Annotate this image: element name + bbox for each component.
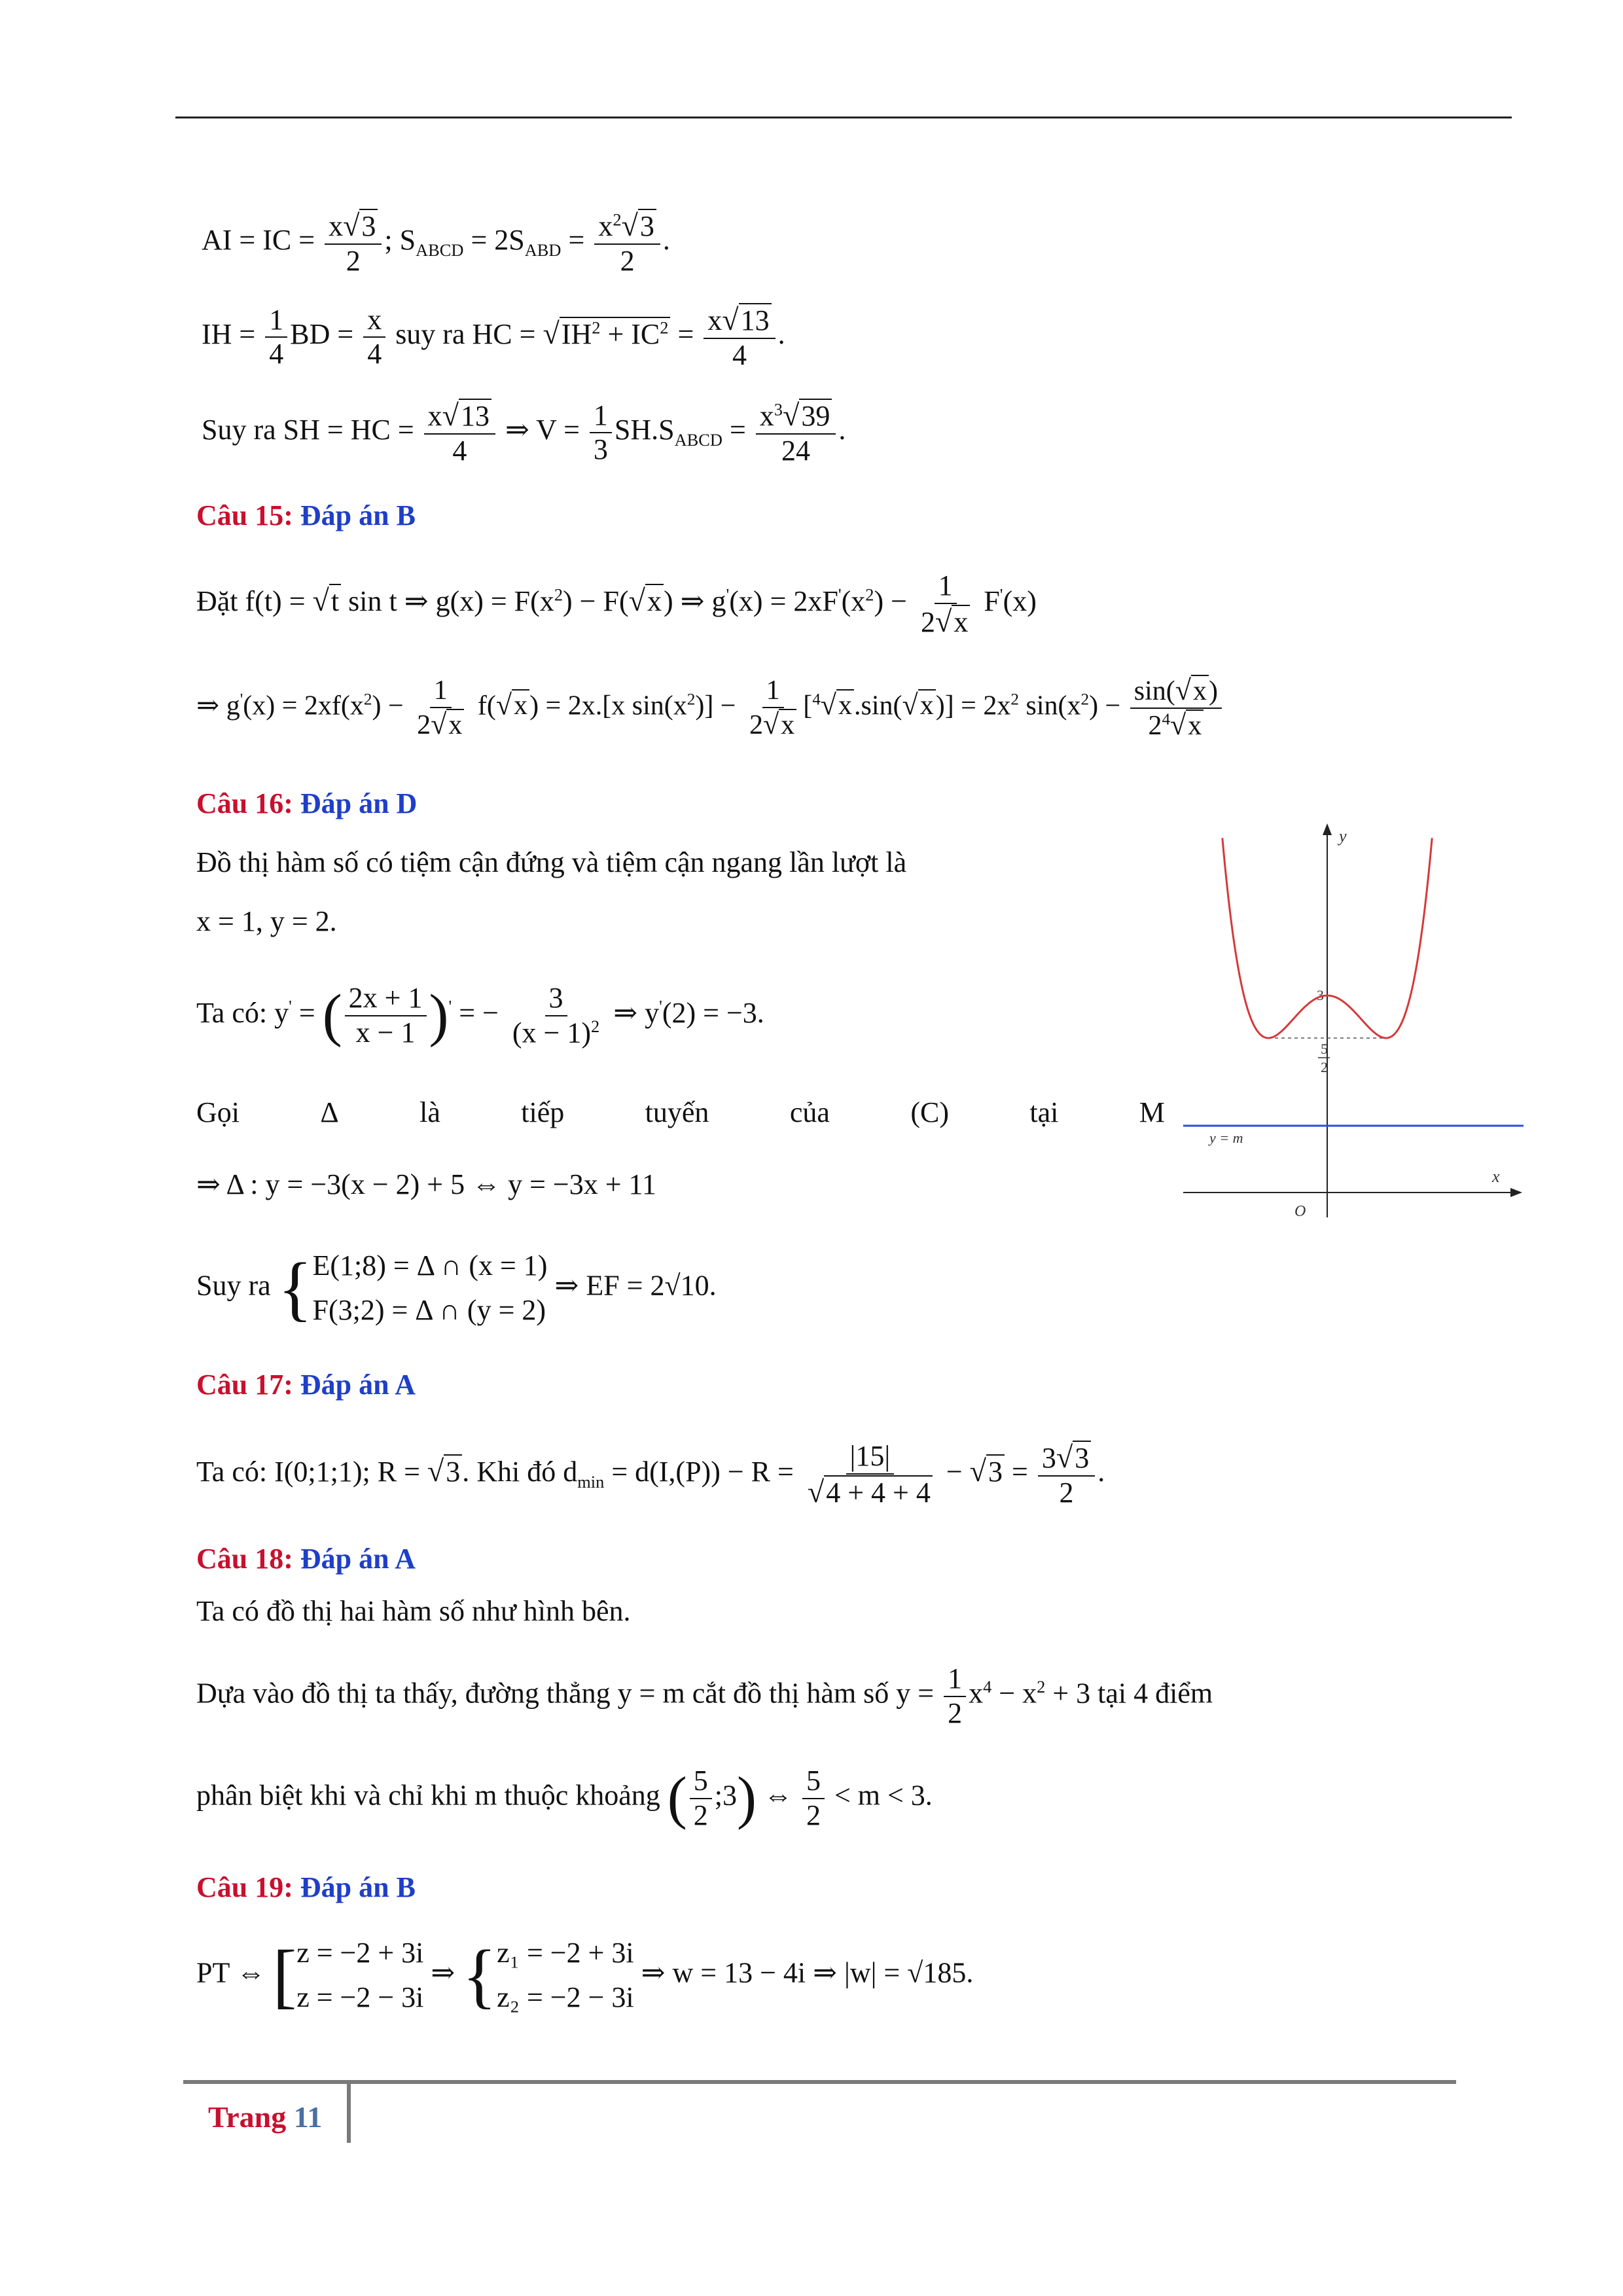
line-y-equals-m-label: y = m (1209, 1130, 1243, 1146)
prev-line-2: IH = $\frac{1}{4}$ BD = $\frac{x}{4}$ suy ra HC = $√IH^2 + IC^2$ = $\frac{x√13}{4}$ . (202, 303, 785, 371)
q16-heading: Câu 16: Đáp án D (196, 787, 418, 819)
q16-text-3: Ta có: y' = ( $\frac{2x + 1}{x - 1}$ )' = − $\frac{3}{(x - 1)^2}$ ⇒ y'(2) = −3. (196, 982, 764, 1049)
q18-heading: Câu 18: Đáp án A (196, 1543, 416, 1575)
q19-system: PT ⇔ [ z = −2 + 3i z = −2 − 3i ⇒ { z₁ = −2 + 3i z₂ = −2 − 3i ⇒ w = 13 − 4i ⇒ |w| = √185. (196, 1935, 974, 2016)
header-rule (175, 117, 1512, 118)
footer-divider (347, 2084, 351, 2143)
label-five-halves-num: 5 (1321, 1041, 1328, 1057)
footer-rule (183, 2080, 1456, 2084)
q16-text-4: Gọi Δ là tiếp tuyến của (C) tại M (196, 1096, 1165, 1128)
function-graph (1183, 818, 1524, 1224)
page-number: Trang 11 (208, 2100, 323, 2134)
q19-heading: Câu 19: Đáp án B (196, 1871, 416, 1903)
q18-line-2: Dựa vào đồ thị ta thấy, đường thẳng y = m cắt đồ thị hàm số y = $\frac{1}{2}$ $x^4 - x^2 + 3$ tại 4 điểm (196, 1662, 1213, 1729)
q16-system: Suy ra { E(1;8) = Δ ∩ (x = 1) F(3;2) = Δ ∩ (y = 2) ⇒ EF = 2√10. (196, 1248, 717, 1329)
q18-line-1: Ta có đồ thị hai hàm số như hình bên. (196, 1595, 631, 1627)
q15-line-2: ⇒ $g'(x) = 2xf(x^2)$ − $\frac{1}{2√x}$ f(√x) = 2x.[x $\sin(x^2)$] − $\frac{1}{2√x}$ $[^4√x.\sin(√x)] = 2x^2$ $\sin(x^2)$ − $\frac{\sin(√x)}{2^4√x}$ (196, 674, 1224, 742)
q17-line-1: Ta có: I(0;1;1); R = √3. Khi đó $d_{min} = d(I,(P)) - R$ = $\frac{|15|}{√4 + 4 + 4}$ − √3 = $\frac{3√3}{2}$ . (196, 1440, 1105, 1509)
origin-label: O (1294, 1203, 1306, 1220)
label-three: 3 (1317, 987, 1324, 1003)
q15-heading: Câu 15: Đáp án B (196, 499, 416, 531)
q17-heading: Câu 17: Đáp án A (196, 1369, 416, 1401)
x-axis-arrow-icon (1510, 1188, 1522, 1197)
q18-line-3: phân biệt khi và chỉ khi m thuộc khoảng ( $\frac{5}{2}$ ;3) ⇔ $\frac{5}{2}$ < m < 3. (196, 1765, 933, 1831)
q16-text-1: Đồ thị hàm số có tiệm cận đứng và tiệm cận ngang lần lượt là (196, 846, 907, 878)
label-five-halves-den: 2 (1321, 1059, 1328, 1075)
q16-text-2: x = 1, y = 2. (196, 905, 337, 937)
prev-line-1: AI = IC = $\frac{x√3}{2}$ ; $S_{ABCD} = 2S_{ABD}$ = $\frac{x^2√3}{2}$ . (202, 209, 670, 277)
q16-text-5: ⇒ Δ : y = −3(x − 2) + 5 ⇔ y = −3x + 11 (196, 1168, 656, 1200)
q15-line-1: Đặt f(t) = √t sin t ⇒ $g(x) = F(x^2) - F(√x)$ ⇒ $g'(x) = 2xF'(x^2)$ − $\frac{1}{2√x}$ F'(x) (196, 569, 1037, 638)
y-axis-label: y (1339, 827, 1347, 846)
y-axis-arrow-icon (1323, 823, 1332, 835)
x-axis-label: x (1492, 1167, 1500, 1186)
prev-line-3: Suy ra SH = HC = $\frac{x√13}{4}$ ⇒ V = $\frac{1}{3}$ $SH.S_{ABCD}$ = $\frac{x^3√39}{24}$ . (202, 399, 846, 467)
